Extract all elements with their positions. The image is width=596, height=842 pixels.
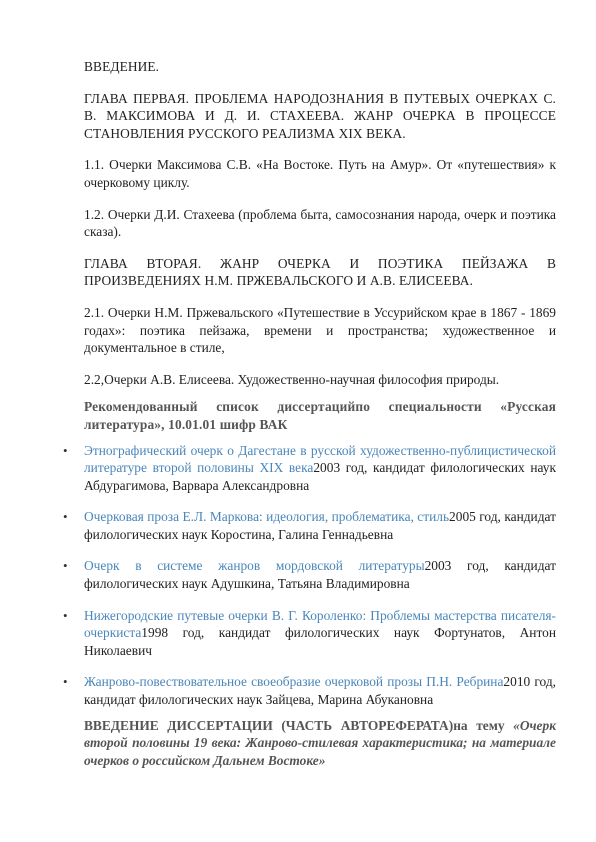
toc-introduction: ВВЕДЕНИЕ. xyxy=(84,59,160,74)
dissertation-link[interactable]: Очерк в системе жанров мордовской литературы xyxy=(84,558,425,574)
list-item xyxy=(63,673,556,708)
dissertation-link[interactable]: Очерковая проза Е.Л. Маркова: идеология, проблематика, стиль xyxy=(84,509,450,525)
abstract-heading-bold: ВВЕДЕНИЕ ДИССЕРТАЦИИ (ЧАСТЬ АВТОРЕФЕРАТА) xyxy=(84,717,454,733)
document-page xyxy=(63,58,556,769)
bullet-icon: • xyxy=(63,674,68,690)
bullet-icon: • xyxy=(63,607,68,623)
dissertation-details: 1998 год, кандидат филологических наук Фортунатов, Антон Николаевич xyxy=(84,625,556,658)
list-item xyxy=(63,508,556,543)
recommended-heading-rest: по специальности «Русская литература», 10.01.01 шифр ВАК xyxy=(84,399,556,432)
toc-chapter-1: ГЛАВА ПЕРВАЯ. ПРОБЛЕМА НАРОДОЗНАНИЯ В ПУТЕВЫХ ОЧЕРКАХ С. В. МАКСИМОВА И Д. И. СТАХЕЕВА. ЖАНР ОЧЕРКА В ПРОЦЕССЕ СТАНОВЛЕНИЯ РУССКОГО РЕАЛИЗМА XIX ВЕКА. xyxy=(84,90,556,141)
toc-chapter-2: ГЛАВА ВТОРАЯ. ЖАНР ОЧЕРКА И ПОЭТИКА ПЕЙЗАЖА В ПРОИЗВЕДЕНИЯХ Н.М. ПРЖЕВАЛЬСКОГО И А.В. ЕЛИСЕЕВА. xyxy=(84,255,556,289)
recommended-heading-bold: Рекомендованный список диссертаций xyxy=(84,399,356,415)
toc-section-1-2: 1.2. Очерки Д.И. Стахеева (проблема быта, самосознания народа, очерк и поэтика сказа). xyxy=(84,206,556,240)
dissertation-details: 2003 год, кандидат филологических наук Адушкина, Татьяна Владимировна xyxy=(84,558,556,592)
bullet-icon: • xyxy=(63,509,68,525)
dissertation-details: 2003 год, кандидат филологических наук Абдурагимова, Варвара Александровна xyxy=(84,460,556,493)
recommended-dissertations-heading xyxy=(84,398,556,433)
dissertation-link[interactable]: Жанрово-повествовательное своеобразие очерковой прозы П.Н. Ребрина xyxy=(84,674,504,690)
dissertation-link[interactable]: Нижегородские путевые очерки В. Г. Короленко: Проблемы мастерства писателя-очеркиста xyxy=(84,607,556,641)
dissertation-details: 2005 год, кандидат филологических наук Коростина, Галина Геннадьевна xyxy=(84,509,556,542)
bullet-icon: • xyxy=(63,558,68,574)
abstract-heading-rest: на тему xyxy=(453,717,505,733)
toc-section-2-2: 2.2,Очерки А.В. Елисеева. Художественно-научная философия природы. xyxy=(84,371,500,387)
bullet-icon: • xyxy=(63,442,68,458)
list-item xyxy=(63,607,556,660)
toc-section-2-1: 2.1. Очерки Н.М. Пржевальского «Путешествие в Уссурийском крае в 1867 - 1869 годах»: поэтика пейзажа, времени и пространства; художественное и документальное в стиле, xyxy=(84,304,556,356)
dissertation-list xyxy=(63,442,556,709)
abstract-topic: «Очерк второй половины 19 века: Жанрово-стилевая характеристика; на материале очерков о российском Дальнем Востоке» xyxy=(84,717,556,768)
list-item xyxy=(63,557,556,592)
abstract-heading xyxy=(84,717,556,770)
dissertation-link[interactable]: Этнографический очерк о Дагестане в русской художественно-публицистической литературе второй половины XIX века xyxy=(84,442,556,476)
dissertation-details: 2010 год, кандидат филологических наук Зайцева, Марина Абукановна xyxy=(84,674,556,708)
toc-section-1-1: 1.1. Очерки Максимова С.В. «На Востоке. Путь на Амур». От «путешествия» к очерковому циклу. xyxy=(84,157,556,190)
list-item xyxy=(63,442,556,495)
